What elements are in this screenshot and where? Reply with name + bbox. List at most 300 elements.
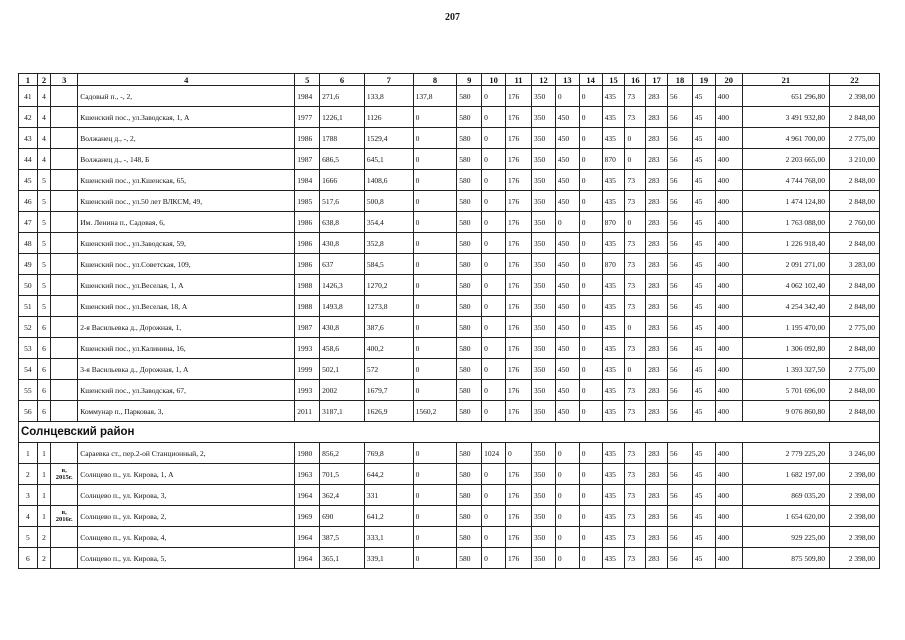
- table-cell: 41: [19, 86, 38, 107]
- table-cell: 283: [646, 506, 668, 527]
- table-cell: 350: [532, 401, 556, 422]
- table-cell: 0: [413, 254, 457, 275]
- table-cell: 580: [457, 191, 482, 212]
- table-cell: 435: [602, 359, 625, 380]
- table-cell: 56: [668, 506, 693, 527]
- table-cell: 350: [532, 443, 556, 464]
- table-cell: 350: [532, 317, 556, 338]
- table-cell: 283: [646, 86, 668, 107]
- table-cell: 1: [19, 443, 38, 464]
- table-cell: 435: [602, 506, 625, 527]
- table-cell: 283: [646, 485, 668, 506]
- table-cell: 435: [602, 86, 625, 107]
- table-cell: 400: [715, 527, 742, 548]
- table-cell: 580: [457, 485, 482, 506]
- table-cell: 0: [482, 128, 506, 149]
- table-cell: 176: [506, 128, 532, 149]
- table-cell: 56: [668, 233, 693, 254]
- table-cell: 73: [625, 338, 646, 359]
- table-cell: 283: [646, 464, 668, 485]
- table-cell: 0: [482, 485, 506, 506]
- table-cell: 0: [413, 275, 457, 296]
- table-cell: Коммунар п., Парковая, 3,: [78, 401, 295, 422]
- table-cell: 1986: [295, 254, 320, 275]
- table-cell: 350: [532, 233, 556, 254]
- table-cell: 0: [579, 191, 602, 212]
- table-cell: 49: [19, 254, 38, 275]
- table-cell: 1 474 124,80: [742, 191, 829, 212]
- table-row: [19, 380, 880, 401]
- table-cell: 0: [579, 296, 602, 317]
- table-cell: 580: [457, 443, 482, 464]
- table-cell: 176: [506, 338, 532, 359]
- table-row: [19, 233, 880, 254]
- table-cell: 0: [482, 359, 506, 380]
- table-cell: 0: [579, 107, 602, 128]
- table-cell: 2 848,00: [830, 338, 880, 359]
- table-cell: 44: [19, 149, 38, 170]
- table-cell: [51, 212, 78, 233]
- table-cell: 400: [715, 464, 742, 485]
- table-cell: 54: [19, 359, 38, 380]
- table-cell: [51, 191, 78, 212]
- table-cell: 0: [625, 149, 646, 170]
- table-cell: 56: [668, 254, 693, 275]
- table-cell: 450: [555, 317, 579, 338]
- table-cell: 1986: [295, 128, 320, 149]
- table-cell: 400: [715, 107, 742, 128]
- column-header: 2: [37, 74, 51, 86]
- table-cell: 56: [668, 359, 693, 380]
- table-cell: 6: [37, 338, 51, 359]
- table-cell: 350: [532, 149, 556, 170]
- table-cell: [51, 443, 78, 464]
- column-header: 18: [668, 74, 693, 86]
- table-cell: 350: [532, 527, 556, 548]
- table-cell: 45: [692, 338, 715, 359]
- table-cell: 400: [715, 86, 742, 107]
- table-cell: 0: [482, 527, 506, 548]
- table-cell: 176: [506, 149, 532, 170]
- table-cell: 0: [482, 233, 506, 254]
- table-cell: [51, 317, 78, 338]
- table-cell: Кшенский пос., ул.Калинина, 16,: [78, 338, 295, 359]
- table-cell: 0: [482, 548, 506, 569]
- table-cell: Кшенский пос., ул.Заводская, 1, А: [78, 107, 295, 128]
- table-cell: 283: [646, 233, 668, 254]
- table-cell: 400,2: [364, 338, 413, 359]
- table-cell: 0: [579, 548, 602, 569]
- table-cell: 1987: [295, 149, 320, 170]
- table-cell: 400: [715, 233, 742, 254]
- table-cell: 176: [506, 86, 532, 107]
- table-cell: 176: [506, 212, 532, 233]
- table-cell: 638,8: [320, 212, 365, 233]
- table-row: [19, 317, 880, 338]
- table-cell: 2: [37, 548, 51, 569]
- table-row: [19, 149, 880, 170]
- table-cell: 0: [413, 149, 457, 170]
- table-cell: 283: [646, 191, 668, 212]
- table-cell: 50: [19, 275, 38, 296]
- table-cell: 400: [715, 317, 742, 338]
- table-cell: 387,6: [364, 317, 413, 338]
- table-cell: 73: [625, 485, 646, 506]
- table-cell: 3: [19, 485, 38, 506]
- table-cell: [51, 233, 78, 254]
- table-cell: 869 035,20: [742, 485, 829, 506]
- table-cell: 1988: [295, 296, 320, 317]
- table-cell: 580: [457, 275, 482, 296]
- table-cell: 435: [602, 170, 625, 191]
- column-header: 4: [78, 74, 295, 86]
- table-cell: 46: [19, 191, 38, 212]
- table-cell: 56: [668, 212, 693, 233]
- table-cell: [51, 149, 78, 170]
- table-row: [19, 275, 880, 296]
- table-cell: 400: [715, 359, 742, 380]
- table-cell: 0: [413, 548, 457, 569]
- table-cell: 2 091 271,00: [742, 254, 829, 275]
- table-cell: 0: [482, 212, 506, 233]
- table-cell: 1 682 197,00: [742, 464, 829, 485]
- table-cell: 3187,1: [320, 401, 365, 422]
- table-cell: 2011: [295, 401, 320, 422]
- table-cell: 769,8: [364, 443, 413, 464]
- table-cell: 458,6: [320, 338, 365, 359]
- table-cell: 580: [457, 254, 482, 275]
- table-cell: 51: [19, 296, 38, 317]
- table-row: [19, 527, 880, 548]
- table-cell: 333,1: [364, 527, 413, 548]
- table-cell: 580: [457, 464, 482, 485]
- table-cell: Кшенский пос., ул.50 лет ВЛКСМ, 49,: [78, 191, 295, 212]
- column-header: 19: [692, 74, 715, 86]
- table-cell: 176: [506, 401, 532, 422]
- table-cell: 1964: [295, 485, 320, 506]
- table-cell: 0: [413, 170, 457, 191]
- section-title: Солнцевский район: [19, 422, 880, 443]
- table-cell: 5: [37, 170, 51, 191]
- table-cell: 56: [668, 275, 693, 296]
- table-cell: 1: [37, 506, 51, 527]
- table-row: [19, 338, 880, 359]
- column-header: 9: [457, 74, 482, 86]
- table-cell: 580: [457, 359, 482, 380]
- table-cell: 0: [555, 86, 579, 107]
- column-header: 8: [413, 74, 457, 86]
- table-cell: 176: [506, 296, 532, 317]
- table-row: [19, 464, 880, 485]
- table-cell: 45: [692, 296, 715, 317]
- table-cell: 0: [579, 464, 602, 485]
- table-cell: 0: [413, 527, 457, 548]
- page-number: 207: [445, 12, 460, 23]
- table-cell: 1 654 620,00: [742, 506, 829, 527]
- table-cell: 365,1: [320, 548, 365, 569]
- table-cell: 176: [506, 275, 532, 296]
- table-cell: 5: [37, 254, 51, 275]
- column-header: 22: [830, 74, 880, 86]
- column-header: 10: [482, 74, 506, 86]
- table-cell: 137,8: [413, 86, 457, 107]
- table-cell: 450: [555, 107, 579, 128]
- table-cell: 0: [482, 254, 506, 275]
- table-cell: 1964: [295, 527, 320, 548]
- table-cell: 3 246,00: [830, 443, 880, 464]
- table-cell: 1993: [295, 380, 320, 401]
- table-cell: 400: [715, 380, 742, 401]
- table-cell: 645,1: [364, 149, 413, 170]
- table-cell: Кшенский пос., ул.Заводская, 67,: [78, 380, 295, 401]
- table-cell: 435: [602, 233, 625, 254]
- table-cell: [51, 380, 78, 401]
- column-header: 15: [602, 74, 625, 86]
- table-cell: 176: [506, 380, 532, 401]
- table-cell: 0: [555, 506, 579, 527]
- table-cell: 0: [413, 317, 457, 338]
- table-cell: 0: [413, 212, 457, 233]
- table-cell: 1977: [295, 107, 320, 128]
- table-cell: 450: [555, 128, 579, 149]
- table-cell: 3 210,00: [830, 149, 880, 170]
- table-cell: 45: [692, 464, 715, 485]
- table-cell: 0: [413, 359, 457, 380]
- table-cell: 350: [532, 485, 556, 506]
- table-cell: 283: [646, 443, 668, 464]
- table-cell: 45: [692, 506, 715, 527]
- table-cell: 56: [668, 338, 693, 359]
- table-cell: 0: [413, 506, 457, 527]
- table-cell: 450: [555, 191, 579, 212]
- table-cell: 350: [532, 86, 556, 107]
- table-cell: [51, 254, 78, 275]
- table-cell: 0: [413, 464, 457, 485]
- table-cell: 45: [692, 380, 715, 401]
- table-cell: 1024: [482, 443, 506, 464]
- table-cell: 580: [457, 128, 482, 149]
- table-cell: 2 848,00: [830, 191, 880, 212]
- table-cell: 6: [37, 380, 51, 401]
- table-cell: 0: [482, 170, 506, 191]
- table-cell: 350: [532, 254, 556, 275]
- table-cell: 0: [555, 527, 579, 548]
- table-cell: 0: [579, 527, 602, 548]
- table-cell: 53: [19, 338, 38, 359]
- table-cell: 450: [555, 338, 579, 359]
- table-cell: 435: [602, 485, 625, 506]
- table-cell: 56: [668, 380, 693, 401]
- table-cell: 3 283,00: [830, 254, 880, 275]
- table-cell: Солнцево п., ул. Кирова, 1, А: [78, 464, 295, 485]
- table-row: [19, 86, 880, 107]
- table-cell: 4: [37, 128, 51, 149]
- table-cell: 283: [646, 296, 668, 317]
- table-cell: 283: [646, 359, 668, 380]
- table-cell: 73: [625, 296, 646, 317]
- table-cell: 45: [692, 107, 715, 128]
- table-cell: 4 254 342,40: [742, 296, 829, 317]
- table-cell: Солнцево п., ул. Кирова, 3,: [78, 485, 295, 506]
- table-cell: 651 296,80: [742, 86, 829, 107]
- table-cell: 283: [646, 338, 668, 359]
- table-cell: 73: [625, 380, 646, 401]
- table-cell: 450: [555, 170, 579, 191]
- table-cell: Кшенский пос., ул.Заводская, 59,: [78, 233, 295, 254]
- table-cell: 2: [37, 527, 51, 548]
- table-cell: [51, 107, 78, 128]
- table-cell: 176: [506, 464, 532, 485]
- table-cell: 435: [602, 275, 625, 296]
- table-cell: 400: [715, 506, 742, 527]
- table-cell: 0: [579, 233, 602, 254]
- column-header: 13: [555, 74, 579, 86]
- table-cell: 176: [506, 485, 532, 506]
- table-cell: 875 509,80: [742, 548, 829, 569]
- table-cell: 283: [646, 254, 668, 275]
- table-cell: 350: [532, 212, 556, 233]
- table-cell: 176: [506, 107, 532, 128]
- table-cell: Кшенский пос., ул.Веселая, 18, А: [78, 296, 295, 317]
- table-cell: 500,8: [364, 191, 413, 212]
- table-cell: 1986: [295, 233, 320, 254]
- table-cell: 283: [646, 212, 668, 233]
- table-cell: 2 775,00: [830, 317, 880, 338]
- table-cell: 5: [37, 233, 51, 254]
- table-cell: 0: [625, 212, 646, 233]
- table-cell: 450: [555, 149, 579, 170]
- table-cell: 6: [37, 401, 51, 422]
- table-cell: 0: [555, 485, 579, 506]
- table-cell: 0: [482, 338, 506, 359]
- table-cell: 271,6: [320, 86, 365, 107]
- table-row: [19, 506, 880, 527]
- table-cell: 73: [625, 191, 646, 212]
- table-cell: 3 491 932,80: [742, 107, 829, 128]
- table-cell: 580: [457, 506, 482, 527]
- table-cell: 0: [579, 254, 602, 275]
- table-cell: Солнцево п., ул. Кирова, 5,: [78, 548, 295, 569]
- table-cell: 400: [715, 548, 742, 569]
- table-cell: 43: [19, 128, 38, 149]
- table-cell: 435: [602, 191, 625, 212]
- table-cell: 450: [555, 254, 579, 275]
- table-cell: 4 961 700,00: [742, 128, 829, 149]
- table-row: [19, 485, 880, 506]
- table-cell: 1963: [295, 464, 320, 485]
- table-cell: 580: [457, 170, 482, 191]
- table-cell: 400: [715, 128, 742, 149]
- table-cell: 387,5: [320, 527, 365, 548]
- table-cell: 0: [482, 317, 506, 338]
- table-cell: 6: [37, 359, 51, 380]
- table-cell: 580: [457, 401, 482, 422]
- column-header: 6: [320, 74, 365, 86]
- table-cell: 435: [602, 548, 625, 569]
- table-cell: 45: [19, 170, 38, 191]
- table-cell: 0: [555, 464, 579, 485]
- table-cell: 5: [37, 275, 51, 296]
- table-cell: 0: [579, 86, 602, 107]
- table-cell: 2 848,00: [830, 107, 880, 128]
- table-cell: [51, 527, 78, 548]
- table-cell: 56: [668, 548, 693, 569]
- table-cell: 1529,4: [364, 128, 413, 149]
- table-cell: 1679,7: [364, 380, 413, 401]
- table-cell: Кшенский пос., ул.Кшенская, 65,: [78, 170, 295, 191]
- table-cell: 73: [625, 233, 646, 254]
- table-cell: Садовый п., -, 2,: [78, 86, 295, 107]
- table-cell: 1408,6: [364, 170, 413, 191]
- table-cell: 45: [692, 317, 715, 338]
- table-cell: 176: [506, 527, 532, 548]
- table-cell: 1226,1: [320, 107, 365, 128]
- table-cell: 176: [506, 548, 532, 569]
- table-cell: 580: [457, 107, 482, 128]
- table-cell: 350: [532, 191, 556, 212]
- registry-table: [18, 73, 880, 569]
- table-cell: [51, 296, 78, 317]
- table-cell: 52: [19, 317, 38, 338]
- table-cell: 45: [692, 254, 715, 275]
- table-cell: 580: [457, 233, 482, 254]
- table-cell: 580: [457, 548, 482, 569]
- table-cell: 350: [532, 464, 556, 485]
- table-cell: 580: [457, 317, 482, 338]
- table-cell: 176: [506, 191, 532, 212]
- table-cell: 45: [692, 485, 715, 506]
- table-cell: 2 848,00: [830, 380, 880, 401]
- table-cell: 56: [668, 485, 693, 506]
- table-cell: 0: [482, 107, 506, 128]
- table-cell: 0: [579, 359, 602, 380]
- table-cell: 4: [37, 107, 51, 128]
- table-cell: 56: [19, 401, 38, 422]
- table-cell: в, 2015г.: [51, 464, 78, 485]
- table-cell: 2 848,00: [830, 275, 880, 296]
- table-cell: 580: [457, 149, 482, 170]
- table-cell: 45: [692, 212, 715, 233]
- table-cell: 0: [579, 485, 602, 506]
- table-cell: 2 398,00: [830, 506, 880, 527]
- table-cell: 2: [19, 464, 38, 485]
- table-cell: 56: [668, 443, 693, 464]
- table-cell: 4: [37, 149, 51, 170]
- table-cell: 48: [19, 233, 38, 254]
- table-cell: 73: [625, 527, 646, 548]
- table-row: [19, 170, 880, 191]
- table-cell: 1999: [295, 359, 320, 380]
- table-cell: [51, 401, 78, 422]
- table-cell: 73: [625, 107, 646, 128]
- table-cell: 283: [646, 527, 668, 548]
- table-cell: 2 848,00: [830, 170, 880, 191]
- table-cell: 1273,8: [364, 296, 413, 317]
- table-row: [19, 191, 880, 212]
- table-cell: 929 225,00: [742, 527, 829, 548]
- table-cell: 450: [555, 296, 579, 317]
- table-cell: 0: [413, 296, 457, 317]
- table-cell: 400: [715, 212, 742, 233]
- table-cell: 5: [19, 527, 38, 548]
- table-cell: 42: [19, 107, 38, 128]
- table-cell: 400: [715, 191, 742, 212]
- table-cell: 0: [482, 401, 506, 422]
- table-cell: 5: [37, 296, 51, 317]
- table-cell: 870: [602, 212, 625, 233]
- table-cell: 4: [19, 506, 38, 527]
- table-cell: 0: [413, 380, 457, 401]
